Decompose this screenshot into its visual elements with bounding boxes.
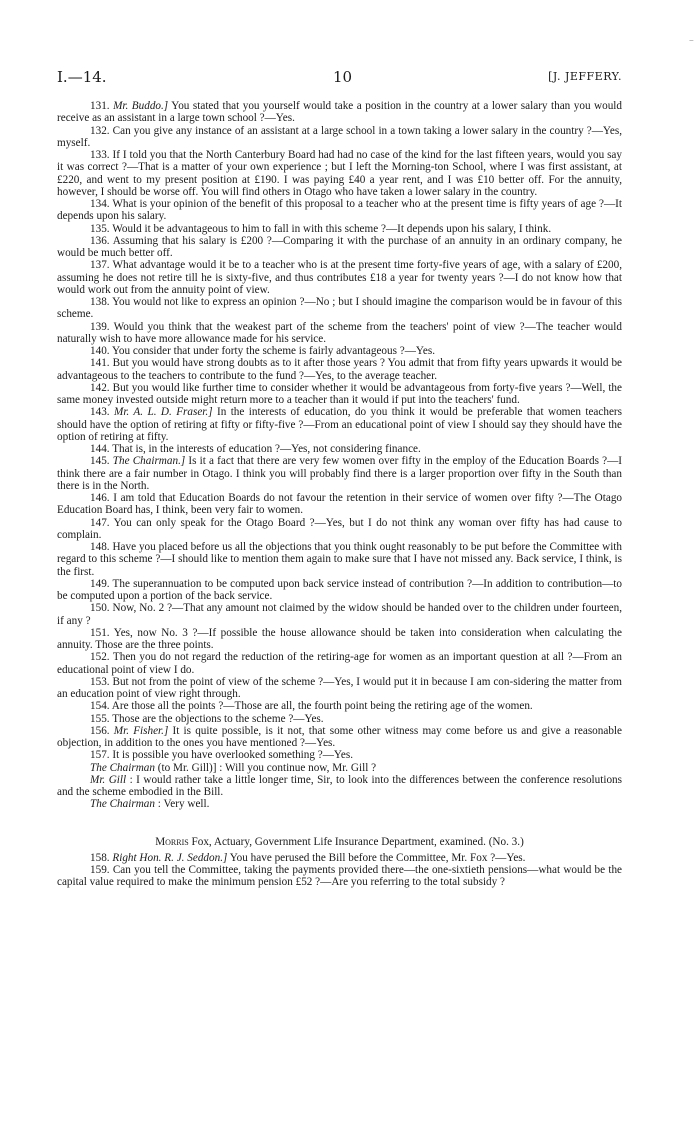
page-body (57, 100, 622, 889)
question-text: That is, in the interests of education ?—Yes, not considering finance. (112, 443, 421, 455)
question-paragraph (57, 406, 622, 443)
witness-heading (57, 836, 622, 848)
question-text: Would you think that the weakest part of the scheme from the teachers' point of view ?—The teacher would naturally wish to have more allowance made for his service. (57, 320, 622, 345)
question-number: 151. (90, 626, 110, 639)
question-number: 157. (90, 749, 110, 762)
speaker-name: Mr. Gill (90, 773, 127, 786)
speaker-name: The Chairman (90, 798, 155, 811)
question-paragraph (57, 627, 622, 652)
question-number: 155. (90, 712, 110, 725)
speaker-name: Mr. A. L. D. Fraser.] (114, 406, 213, 419)
question-text: Have you placed before us all the objections that you think ought reasonably to be put before the Committee with regard to this scheme ?—I should like to mention them again to make sure that I have not missed any. Back service, I think, is the first. (57, 541, 623, 578)
question-number: 137. (90, 259, 110, 272)
question-number: 141. (90, 357, 110, 370)
speaker-name: The Chairman.] (112, 455, 186, 468)
question-paragraph (57, 382, 622, 407)
question-text: What is your opinion of the benefit of this proposal to a teacher who at the present time is fifty years of age ?—It depends upon his salary. (57, 198, 622, 223)
question-number: 159. (90, 864, 110, 876)
question-text: Then you do not regard the reduction of the retiring-age for women as an important question at all ?—From an educational point of view I do. (57, 651, 622, 676)
question-paragraph (57, 725, 622, 750)
page-header (57, 68, 622, 88)
question-number: 138. (90, 296, 110, 308)
question-number: 142. (90, 381, 110, 394)
question-paragraph (57, 517, 622, 542)
question-paragraph (57, 125, 622, 150)
question-text: You consider that under forty the scheme is fairly advantageous ?—Yes. (111, 345, 435, 357)
dialogue-line (57, 798, 622, 810)
question-number: 156. (90, 724, 110, 737)
question-text: You can only speak for the Otago Board ?—Yes, but I do not think any woman over fifty has had cause to complain. (57, 516, 622, 541)
question-text: In the interests of education, do you think it would be preferable that women teachers should have the option of retiring at fifty or fifty-five ?—From an educational point of view I should say they should have the option of retiring at fifty. (57, 406, 622, 443)
question-number: 146. (90, 492, 110, 504)
question-paragraph (57, 700, 622, 712)
question-text: You would not like to express an opinion ?—No ; but I should imagine the comparison would be in favour of this scheme. (57, 296, 622, 321)
chairman-dialogue (57, 762, 622, 811)
question-paragraph (57, 713, 622, 725)
question-number: 134. (90, 198, 110, 210)
question-number: 149. (90, 577, 110, 590)
speaker-name: Mr. Buddo.] (113, 100, 169, 112)
question-paragraph (57, 321, 622, 346)
dialogue-text: : I would rather take a little longer time, Sir, to look into the differences between the conference resolutions and the scheme embodied in the Bill. (57, 773, 622, 798)
question-text: But you would like further time to consider whether it would be advantageous from forty-five years ?—Well, the same money invested outside might return more to a teacher than it would if put into the teachers' fund. (57, 381, 622, 406)
question-number: 133. (90, 149, 110, 161)
dialogue-line (57, 762, 622, 774)
dialogue-line (57, 774, 622, 799)
question-text: It is possible you have overlooked something ?—Yes. (112, 749, 353, 762)
question-number: 150. (90, 602, 110, 615)
question-number: 152. (90, 651, 110, 664)
dialogue-text: : Very well. (154, 798, 210, 811)
question-text: Are those all the points ?—Those are all, the fourth point being the retiring age of the women. (111, 700, 533, 713)
question-paragraph (57, 651, 622, 676)
question-text: Yes, now No. 3 ?—If possible the house allowance should be taken into consideration when calculating the annuity. Those are the three points. (57, 626, 622, 651)
question-number: 139. (90, 320, 110, 333)
question-text: But not from the point of view of the scheme ?—Yes, I would put it in because I am con-sidering the matter from an education point of view right through. (57, 675, 622, 700)
document-reference: I.—14. (57, 68, 107, 86)
question-paragraph (57, 149, 622, 198)
question-number: 131. (90, 100, 110, 112)
question-paragraph (57, 492, 622, 517)
question-paragraph (57, 602, 622, 627)
question-text: Would it be advantageous to him to fall in with this scheme ?—It depends upon his salary, I think. (112, 222, 552, 235)
question-paragraph (57, 345, 622, 357)
question-paragraph (57, 223, 622, 235)
question-text: You stated that you yourself would take a position in the country at a lower salary than you would receive as an assistant in a large town school ?—Yes. (57, 100, 623, 125)
question-paragraph (57, 749, 622, 761)
question-number: 153. (90, 675, 110, 688)
question-number: 136. (90, 234, 110, 247)
question-paragraph (57, 541, 622, 578)
question-number: 132. (90, 124, 110, 137)
dialogue-text: (to Mr. Gill)] : Will you continue now, Mr. Gill ? (154, 761, 377, 774)
witness-name: Morris (155, 835, 189, 848)
question-text: Those are the objections to the scheme ?—Yes. (112, 712, 324, 725)
question-text: Can you tell the Committee, taking the payments provided there—the one-sixtieth pensions—what would be the capital value required to make the minimum pension £52 ?—Are you referring to the total subsidy ? (57, 864, 623, 889)
question-number: 148. (90, 541, 110, 553)
page-number: 10 (333, 68, 353, 86)
question-text: Is it a fact that there are very few women over fifty in the employ of the Education Boards ?—I think there are a fair number in Otago. I think you will probably find there is a larger proportion over fifty in the South than there is in the North. (57, 455, 622, 492)
witness-running-head: [J. JEFFERY. (548, 70, 622, 83)
question-text: The superannuation to be computed upon back service instead of contribution ?—In addition to contribution—to be computed upon a portion of the back service. (57, 577, 622, 602)
question-text: If I told you that the North Canterbury Board had had no case of the kind for the last fifteen years, would you say it was correct ?—That is a matter of your own experience ; but I left the Morning-ton School, where I was first assistant, at £220, and went to my present position at £190. I was paying £40 a year rent, and I was £10 better off. For the annuity, however, I should be worse off. You will find others in Otago who have taken a lower salary in the country. (57, 149, 622, 198)
question-paragraph (57, 852, 622, 864)
question-number: 145. (90, 455, 110, 468)
question-text: What advantage would it be to a teacher who is at the present time forty-five years of age, with a salary of £200, assuming he does not retire till he is sixty-five, and thus contributes £18 a year for twenty years ?—I do not know how that would work out from the annuity point of view. (57, 259, 622, 296)
question-number: 147. (90, 516, 110, 529)
question-number: 135. (90, 222, 110, 235)
question-paragraph (57, 357, 622, 382)
question-paragraph (57, 864, 622, 889)
scan-edge-mark: ⁻ (688, 38, 694, 49)
question-text: I am told that Education Boards do not favour the retention in their service of women over fifty ?—The Otago Education Board has, I think, been very fair to women. (57, 492, 623, 517)
question-number: 143. (90, 406, 110, 419)
question-paragraph (57, 443, 622, 455)
speaker-name: The Chairman (90, 761, 155, 774)
evidence-paragraphs-fox (57, 852, 622, 889)
question-paragraph (57, 455, 622, 492)
question-text: Assuming that his salary is £200 ?—Comparing it with the purchase of an annuity in an ordinary company, he would be much better off. (57, 234, 622, 259)
question-paragraph (57, 259, 622, 296)
question-text: Can you give any instance of an assistant at a large school in a town taking a lower salary in the country ?—Yes, myself. (57, 124, 622, 149)
question-number: 154. (90, 700, 110, 713)
question-number: 140. (90, 345, 110, 357)
evidence-paragraphs (57, 100, 622, 762)
question-paragraph (57, 100, 622, 125)
question-text: But you would have strong doubts as to it after those years ? You admit that from fifty years upwards it would be advantageous to the teachers to contribute to the fund ?—Yes, to the average teacher. (57, 357, 623, 382)
question-paragraph (57, 296, 622, 321)
question-text: Now, No. 2 ?—That any amount not claimed by the widow should be handed over to the children under fourteen, if any ? (57, 602, 622, 627)
witness-description: Fox, Actuary, Government Life Insurance Department, examined. (No. 3.) (188, 835, 524, 848)
question-text: It is quite possible, is it not, that some other witness may come before us and give a reasonable objection, in addition to the ones you have mentioned ?—Yes. (57, 724, 623, 749)
question-paragraph (57, 198, 622, 223)
question-number: 158. (90, 851, 110, 864)
question-paragraph (57, 578, 622, 603)
question-text: You have perused the Bill before the Committee, Mr. Fox ?—Yes. (227, 851, 526, 864)
question-paragraph (57, 676, 622, 701)
question-paragraph (57, 235, 622, 260)
speaker-name: Mr. Fisher.] (113, 724, 169, 737)
question-number: 144. (90, 443, 110, 455)
speaker-name: Right Hon. R. J. Seddon.] (112, 851, 228, 864)
